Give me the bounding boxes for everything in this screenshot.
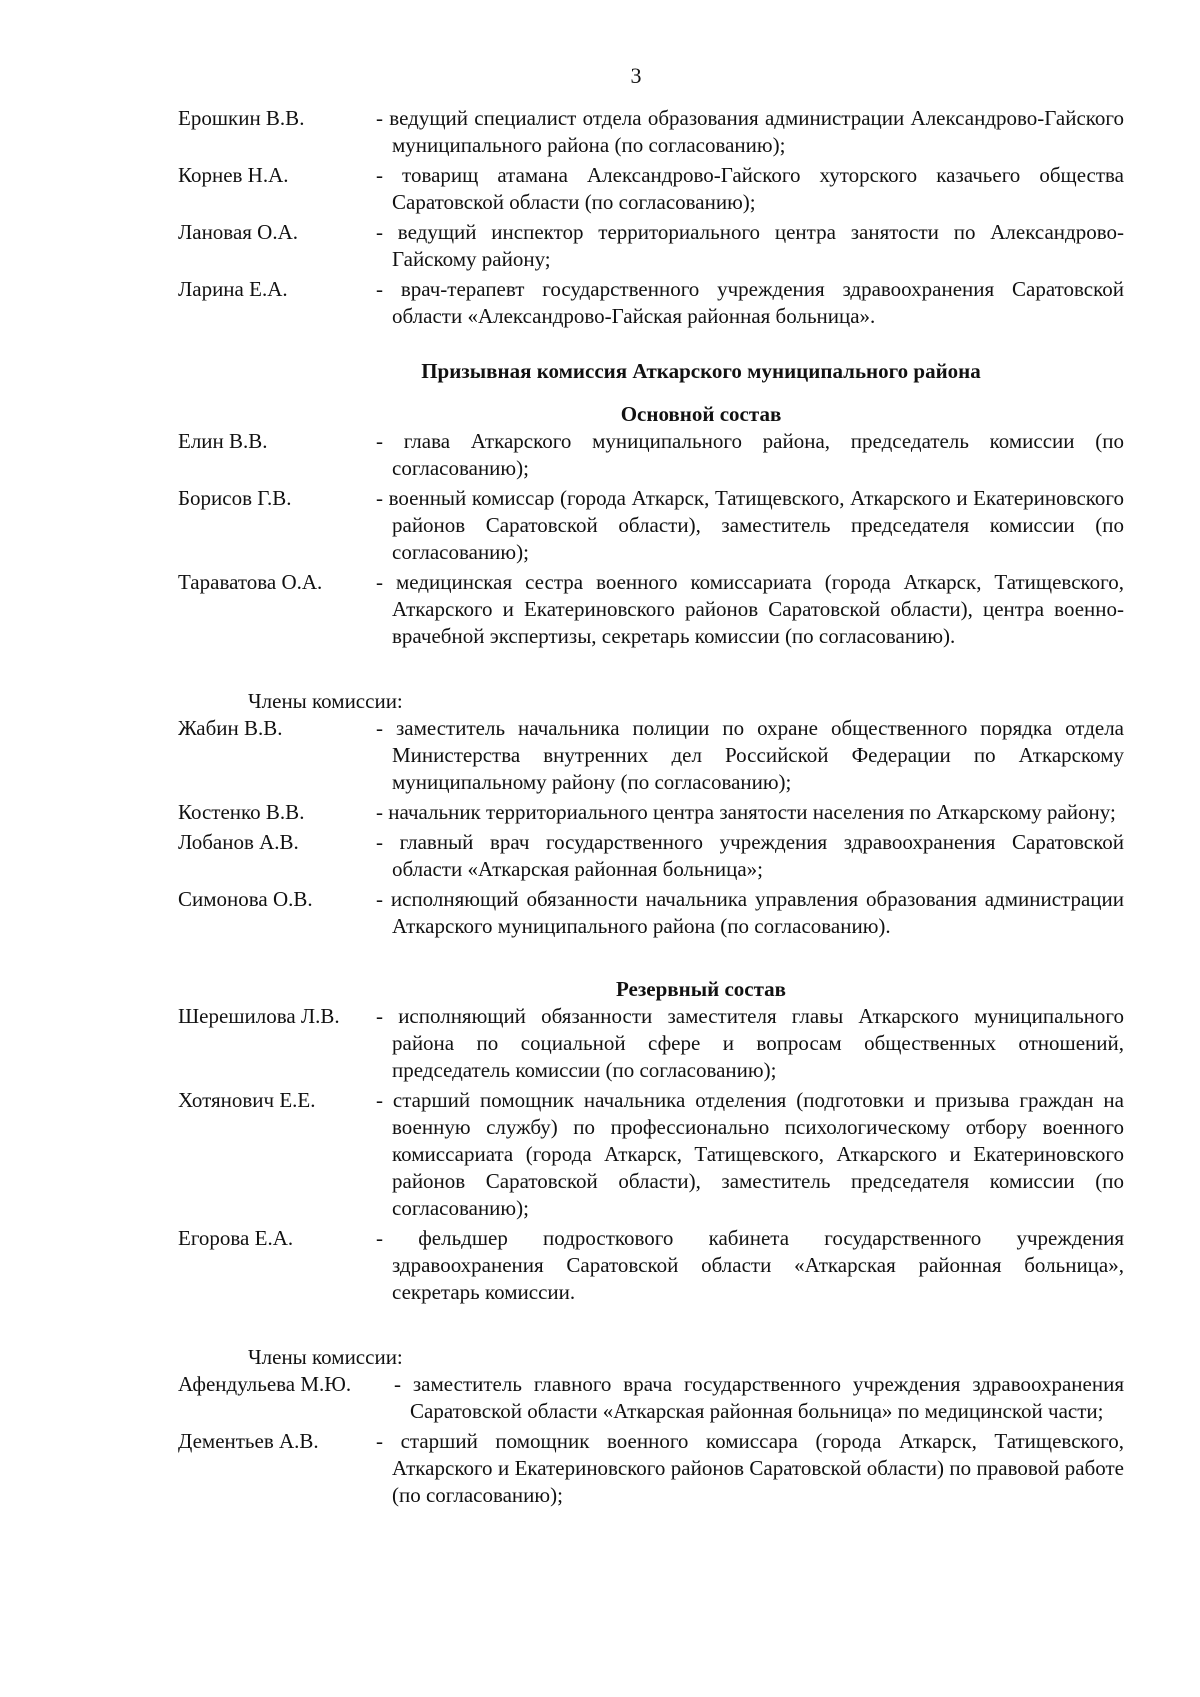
member-position: - главный врач государственного учреждения здравоохранения Саратовской области «Аткарская районная больница»;	[376, 830, 1124, 881]
member-name: Корнев Н.А.	[178, 163, 289, 187]
member-name: Ерошкин В.В.	[178, 106, 305, 130]
list-item	[178, 1087, 1124, 1222]
list-item	[178, 219, 1124, 273]
member-name: Елин В.В.	[178, 429, 268, 453]
member-position: - старший помощник военного комиссара (города Аткарск, Татищевского, Аткарского и Екатериновского районов Саратовской области) по правовой работе (по согласованию);	[376, 1429, 1124, 1507]
main-composition-title: Основной состав	[620, 402, 782, 426]
member-position: - фельдшер подросткового кабинета государственного учреждения здравоохранения Саратовской области «Аткарская районная больница», секретарь комиссии.	[376, 1226, 1124, 1304]
members-label: Члены комиссии:	[248, 1345, 403, 1369]
member-position: - военный комиссар (города Аткарск, Татищевского, Аткарского и Екатериновского районов Саратовской области), заместитель председателя комиссии (по согласованию);	[376, 486, 1124, 564]
member-position: - товарищ атамана Александрово-Гайского хуторского казачьего общества Саратовской области (по согласованию);	[376, 163, 1124, 214]
member-position: - заместитель главного врача государственного учреждения здравоохранения Саратовской области «Аткарская районная больница» по медицинской части;	[394, 1372, 1124, 1423]
member-position: - старший помощник начальника отделения (подготовки и призыва граждан на военную службу) по профессионально психологическому отбору военного комиссариата (города Аткарск, Татищевского, Аткарского и Екатериновского районов Саратовской области), заместитель председателя комиссии (по согласованию);	[376, 1088, 1124, 1220]
member-position: - исполняющий обязанности заместителя главы Аткарского муниципального района по социальной сфере и вопросам общественных отношений, председатель комиссии (по согласованию);	[376, 1004, 1124, 1082]
reserve-composition-title: Резервный состав	[615, 977, 787, 1001]
list-item	[178, 276, 1124, 330]
list-item	[178, 799, 1124, 826]
member-name: Афендульева М.Ю.	[178, 1372, 352, 1396]
member-position: - глава Аткарского муниципального района, председатель комиссии (по согласованию);	[376, 429, 1124, 480]
list-item	[178, 105, 1124, 159]
list-item	[178, 569, 1124, 650]
list-item	[178, 886, 1124, 940]
page-number: 3	[630, 63, 642, 88]
document-content	[178, 105, 1124, 1512]
member-name: Лановая О.А.	[178, 220, 299, 244]
commission-title: Призывная комиссия Аткарского муниципального района	[421, 359, 981, 383]
member-name: Борисов Г.В.	[178, 486, 292, 510]
member-name: Дементьев А.В.	[178, 1429, 319, 1453]
list-item	[178, 1428, 1124, 1509]
member-position: - исполняющий обязанности начальника управления образования администрации Аткарского муниципального района (по согласованию).	[376, 887, 1124, 938]
member-name: Шерешилова Л.В.	[178, 1004, 340, 1028]
member-name: Хотянович Е.Е.	[178, 1088, 316, 1112]
member-position: - медицинская сестра военного комиссариата (города Аткарск, Татищевского, Аткарского и Екатериновского районов Саратовской области), центра военно-врачебной экспертизы, секретарь комиссии (по согласованию).	[376, 570, 1124, 648]
member-name: Тараватова О.А.	[178, 570, 323, 594]
list-item	[178, 428, 1124, 482]
member-name: Лобанов А.В.	[178, 830, 299, 854]
members-label: Члены комиссии:	[248, 689, 403, 713]
list-item	[178, 829, 1124, 883]
member-name: Егорова Е.А.	[178, 1226, 294, 1250]
member-name: Костенко В.В.	[178, 800, 305, 824]
list-item	[178, 1225, 1124, 1306]
member-name: Ларина Е.А.	[178, 277, 288, 301]
list-item	[178, 1003, 1124, 1084]
list-item	[178, 1371, 1124, 1425]
member-position: - врач-терапевт государственного учреждения здравоохранения Саратовской области «Александрово-Гайская районная больница».	[376, 277, 1124, 328]
list-item	[178, 715, 1124, 796]
member-position: - ведущий инспектор территориального центра занятости по Александрово-Гайскому району;	[376, 220, 1124, 271]
member-position: - начальник территориального центра занятости населения по Аткарскому району;	[376, 800, 1116, 824]
member-position: - ведущий специалист отдела образования администрации Александрово-Гайского муниципального района (по согласованию);	[376, 106, 1124, 157]
list-item	[178, 485, 1124, 566]
member-position: - заместитель начальника полиции по охране общественного порядка отдела Министерства внутренних дел Российской Федерации по Аткарскому муниципальному району (по согласованию);	[376, 716, 1124, 794]
member-name: Симонова О.В.	[178, 887, 313, 911]
list-item	[178, 162, 1124, 216]
member-name: Жабин В.В.	[178, 716, 283, 740]
